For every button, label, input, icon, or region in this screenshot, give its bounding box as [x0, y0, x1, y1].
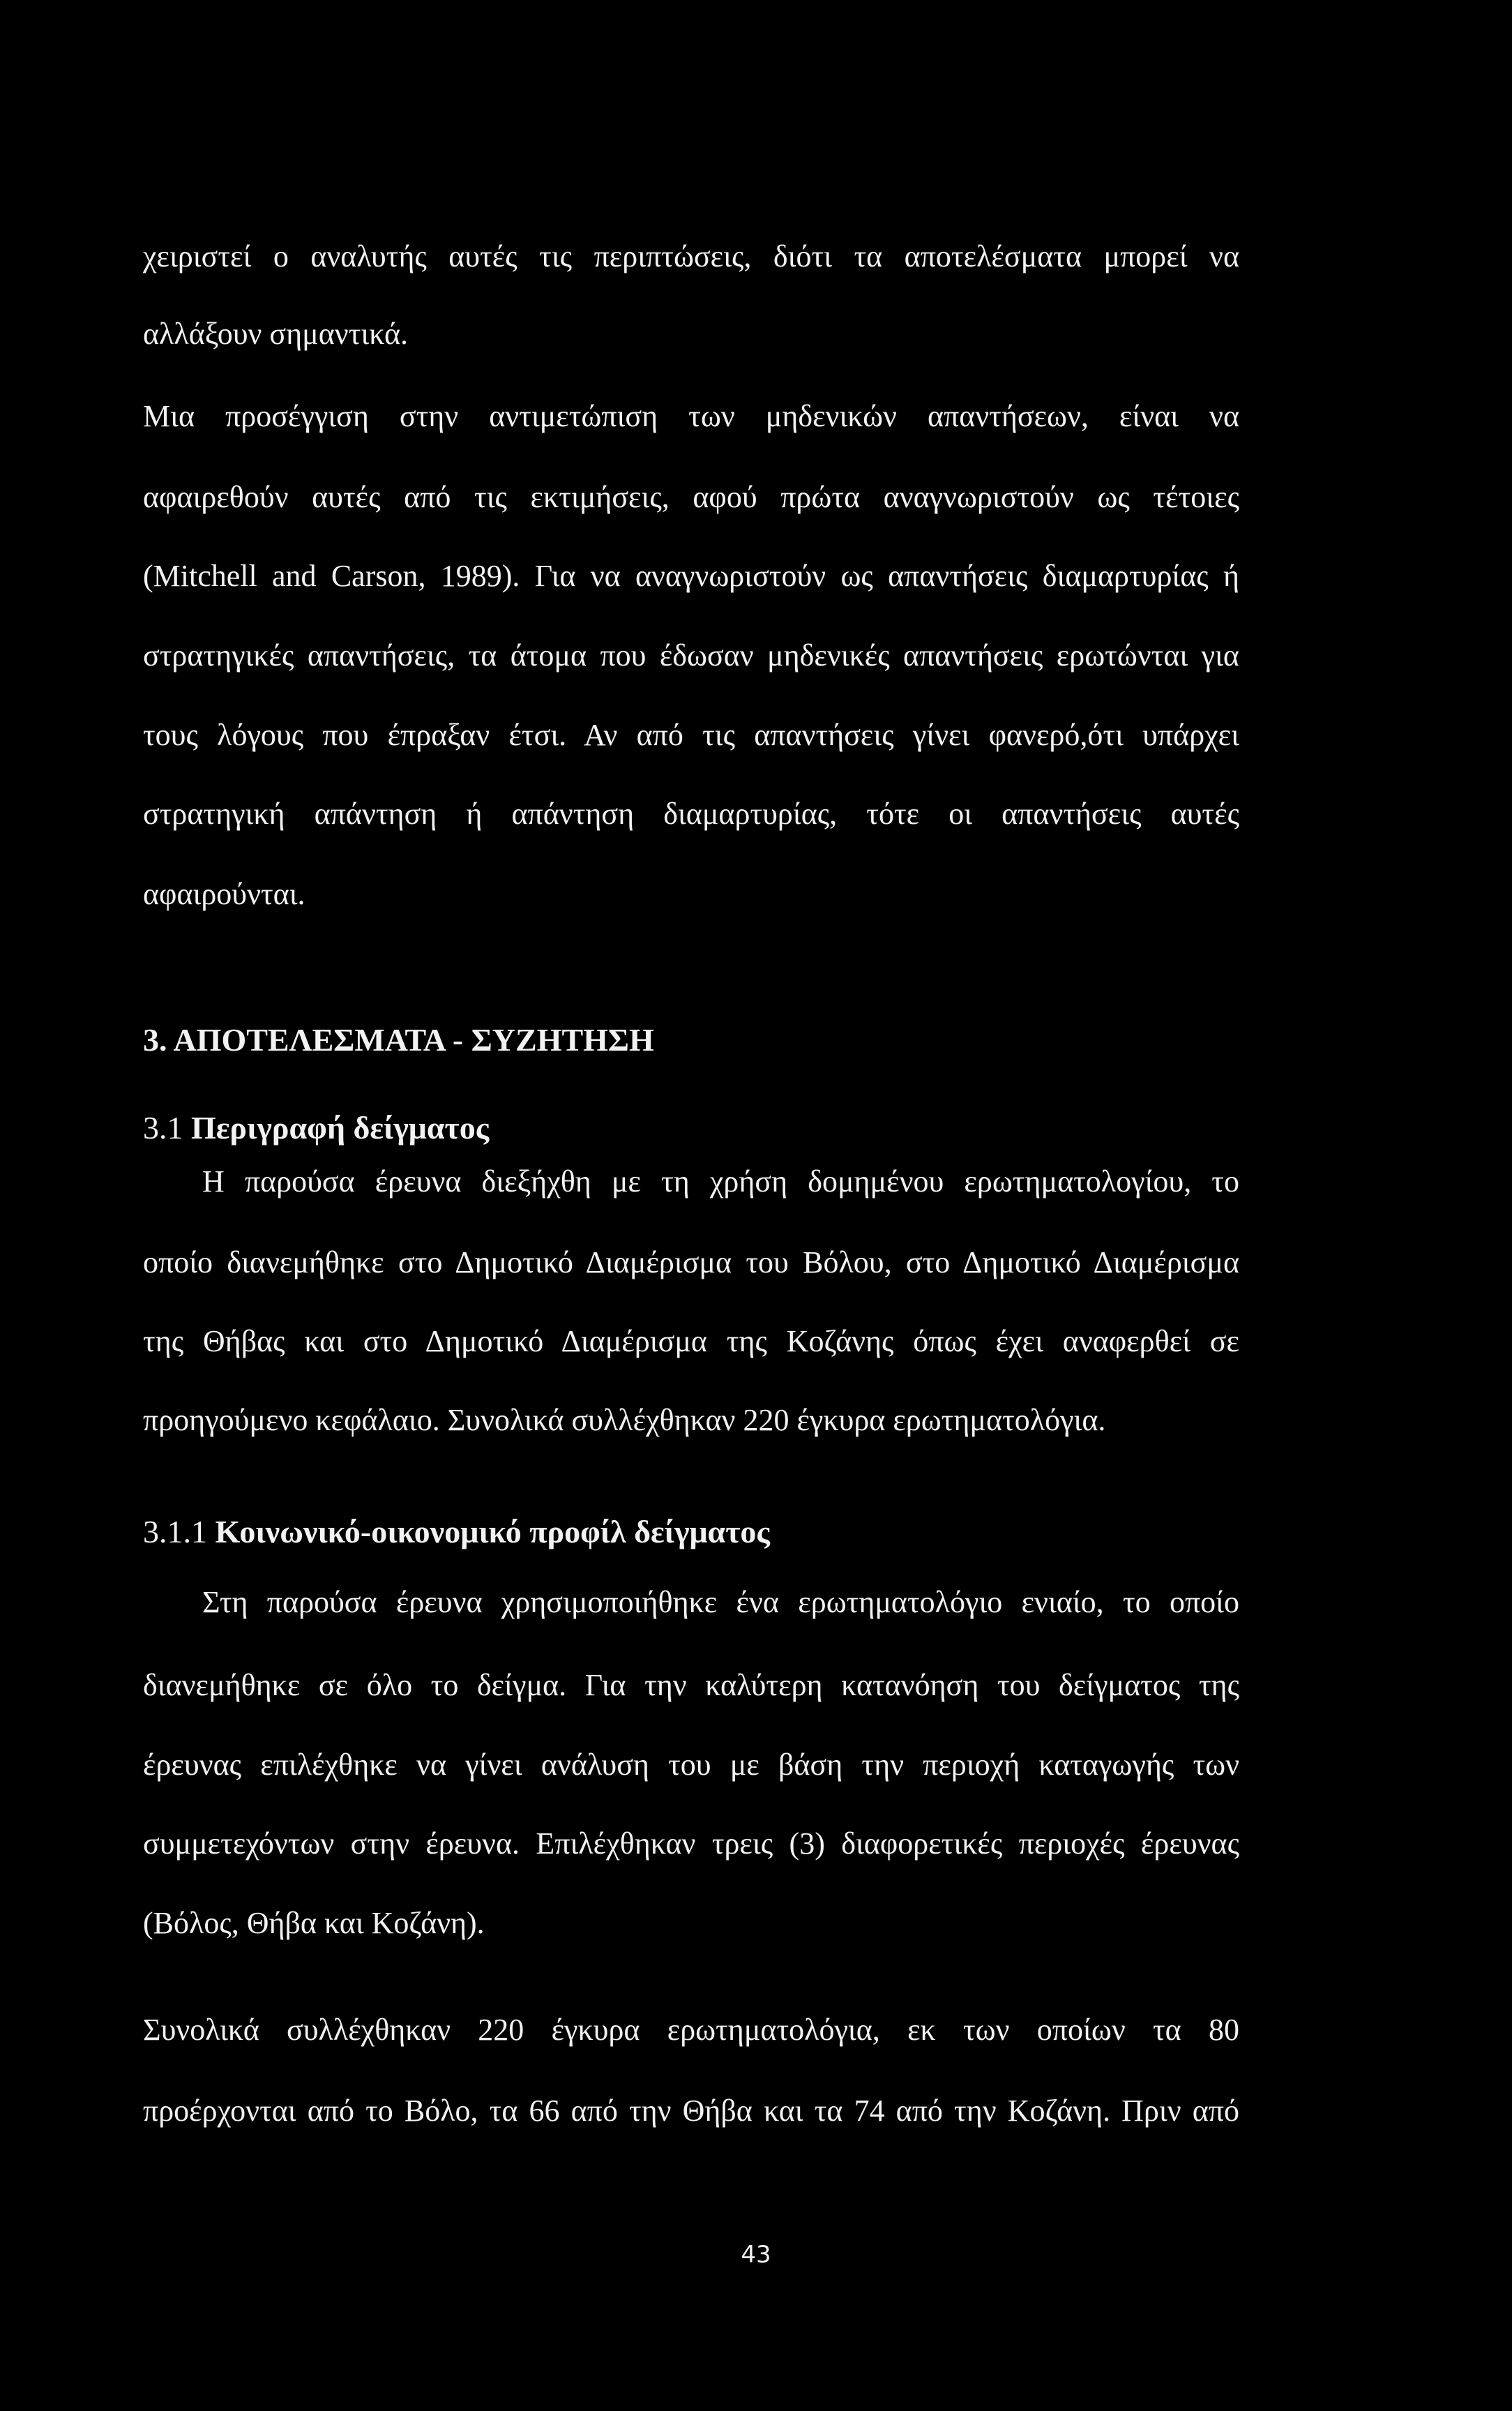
body-line-5: (Mitchell and Carson, 1989). Για να αναγνωριστούν ως απαντήσεις διαμαρτυρίας ή — [143, 559, 1239, 593]
body-line-7: τους λόγους που έπραξαν έτσι. Αν από τις απαντήσεις γίνει φανερό,ότι υπάρχει — [143, 718, 1239, 752]
subsection-line-3: της Θήβας και στο Δημοτικό Διαμέρισμα της Κοζάνης όπως έχει αναφερθεί σε — [143, 1324, 1239, 1358]
subsubsection-heading — [143, 1511, 1239, 1553]
subsubsection-line-4: συμμετεχόντων στην έρευνα. Επιλέχθηκαν τρεις (3) διαφορετικές περιοχές έρευνας — [143, 1826, 1239, 1861]
subsection-number: 3.1 — [143, 1110, 183, 1146]
body-line-2: αλλάξουν σημαντικά. — [143, 317, 409, 351]
subsubsection-line-3: έρευνας επιλέχθηκε να γίνει ανάλυση του με βάση την περιοχή καταγωγής των — [143, 1748, 1239, 1782]
body-line-8: στρατηγική απάντηση ή απάντηση διαμαρτυρίας, τότε οι απαντήσεις αυτές — [143, 797, 1239, 831]
subsection-heading — [143, 1107, 1239, 1149]
subsubsection-line-2: διανεμήθηκε σε όλο το δείγμα. Για την καλύτερη κατανόηση του δείγματος της — [143, 1668, 1239, 1702]
subsection-line-1: Η παρούσα έρευνα διεξήχθη με τη χρήση δομημένου ερωτηματολογίου, το — [202, 1164, 1239, 1199]
subsubsection-number: 3.1.1 — [143, 1514, 207, 1549]
final-line-2: προέρχονται από το Βόλο, τα 66 από την Θήβα και τα 74 από την Κοζάνη. Πριν από — [143, 2094, 1239, 2128]
subsection-line-4: προηγούμενο κεφάλαιο. Συνολικά συλλέχθηκαν 220 έγκυρα ερωτηματολόγια. — [143, 1403, 1106, 1437]
body-line-3: Μια προσέγγιση στην αντιμετώπιση των μηδενικών απαντήσεων, είναι να — [143, 399, 1239, 433]
section-heading: 3. ΑΠΟΤΕΛΕΣΜΑΤΑ - ΣΥΖΗΤΗΣΗ — [143, 1022, 654, 1058]
final-line-1: Συνολικά συλλέχθηκαν 220 έγκυρα ερωτηματολόγια, εκ των οποίων τα 80 — [143, 2013, 1239, 2047]
subsection-line-2: οποίο διανεμήθηκε στο Δημοτικό Διαμέρισμα του Βόλου, στο Δημοτικό Διαμέρισμα — [143, 1245, 1239, 1279]
subsubsection-line-5: (Βόλος, Θήβα και Κοζάνη). — [143, 1906, 485, 1940]
body-line-9: αφαιρούνται. — [143, 877, 305, 911]
body-line-4: αφαιρεθούν αυτές από τις εκτιμήσεις, αφού πρώτα αναγνωριστούν ως τέτοιες — [143, 480, 1239, 514]
page-number: 43 — [741, 2241, 771, 2269]
body-line-3-wrap — [143, 396, 1239, 437]
body-line-1: χειριστεί ο αναλυτής αυτές τις περιπτώσεις, διότι τα αποτελέσματα μπορεί να — [143, 239, 1239, 273]
subsubsection-title: Κοινωνικό-οικονομικό προφίλ δείγματος — [215, 1514, 770, 1549]
body-line-6: στρατηγικές απαντήσεις, τα άτομα που έδωσαν μηδενικές απαντήσεις ερωτώνται για — [143, 638, 1239, 673]
subsection-title: Περιγραφή δείγματος — [191, 1110, 490, 1146]
subsubsection-line-1: Στη παρούσα έρευνα χρησιμοποιήθηκε ένα ερωτηματολόγιο ενιαίο, το οποίο — [202, 1585, 1239, 1619]
